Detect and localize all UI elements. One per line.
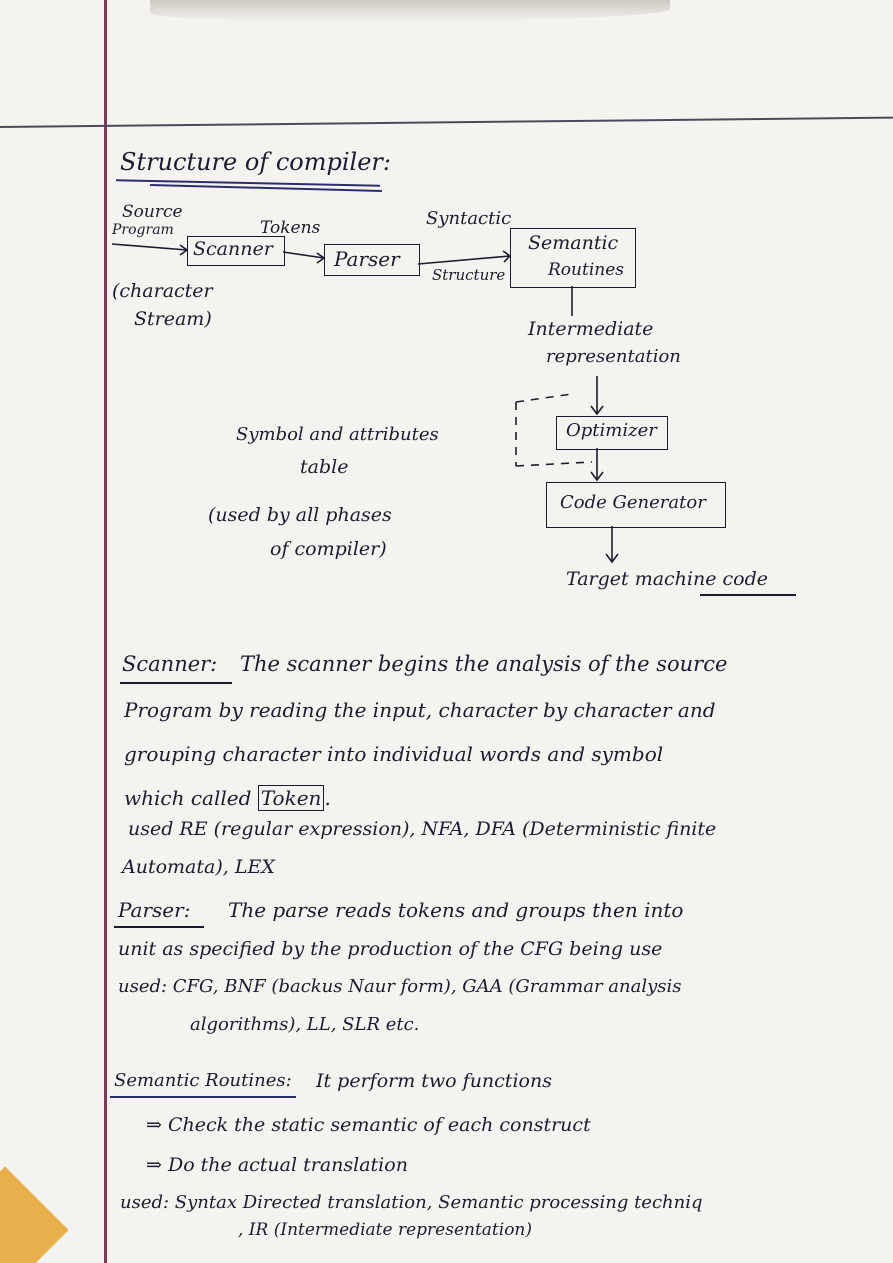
scanner-heading: Scanner: [122, 652, 218, 676]
parser-heading-underline [114, 926, 204, 928]
scanner-line-3: grouping character into individual words and symbol [124, 742, 664, 766]
symbol-table-label-2: table [300, 456, 349, 478]
parser-heading: Parser: [118, 898, 191, 922]
scanner-line-4-end: . [324, 786, 331, 810]
scanner-line-5: used RE (regular expression), NFA, DFA (Deterministic finite [128, 818, 717, 840]
structure-label: Structure [432, 266, 506, 284]
symbol-table-label-4: of compiler) [270, 538, 387, 560]
semantic-line-4: used: Syntax Directed translation, Semantic processing techniq [120, 1192, 703, 1213]
source-label: Source [122, 202, 183, 222]
char-stream-label-2: Stream) [134, 308, 212, 330]
ir-label-2: representation [546, 346, 681, 367]
page-title: Structure of compiler: [120, 148, 391, 176]
scanner-line-4 [124, 786, 331, 810]
symbol-table-label-3: (used by all phases [208, 504, 392, 526]
ir-label-1: Intermediate [528, 318, 654, 340]
semantic-line-5: , IR (Intermediate representation) [238, 1220, 533, 1240]
semantic-heading: Semantic Routines: [114, 1070, 292, 1091]
parser-line-1: The parse reads tokens and groups then into [228, 898, 684, 922]
symbol-table-label-1: Symbol and attributes [236, 424, 439, 445]
scanner-line-4-text: which called [124, 786, 252, 810]
scanner-line-6: Automata), LEX [122, 856, 275, 878]
syntactic-label: Syntactic [426, 208, 512, 229]
char-stream-label-1: (character [112, 280, 213, 302]
scanner-line-2: Program by reading the input, character by character and [124, 698, 716, 722]
semantic-line-3: ⇒ Do the actual translation [146, 1154, 408, 1176]
semantic-line-1: It perform two functions [316, 1070, 552, 1092]
program-label: Program [112, 222, 174, 238]
target-code-label: Target machine code [566, 568, 768, 590]
token-box: Token [258, 785, 325, 811]
semantic-label-2: Routines [548, 260, 624, 280]
tokens-label: Tokens [260, 218, 321, 238]
parser-line-2: unit as specified by the production of the CFG being use [118, 938, 663, 960]
semantic-label-1: Semantic [528, 232, 619, 254]
parser-line-3: used: CFG, BNF (backus Naur form), GAA (Grammar analysis [118, 976, 682, 997]
parser-label: Parser [334, 247, 400, 271]
semantic-heading-underline [110, 1096, 296, 1098]
scanner-heading-underline [120, 682, 232, 684]
scanner-line-1: The scanner begins the analysis of the source [240, 652, 728, 676]
code-generator-label: Code Generator [560, 492, 706, 513]
optimizer-label: Optimizer [566, 420, 657, 441]
scanner-label: Scanner [193, 238, 273, 260]
semantic-line-2: ⇒ Check the static semantic of each construct [146, 1114, 591, 1136]
parser-line-4: algorithms), LL, SLR etc. [190, 1014, 420, 1035]
